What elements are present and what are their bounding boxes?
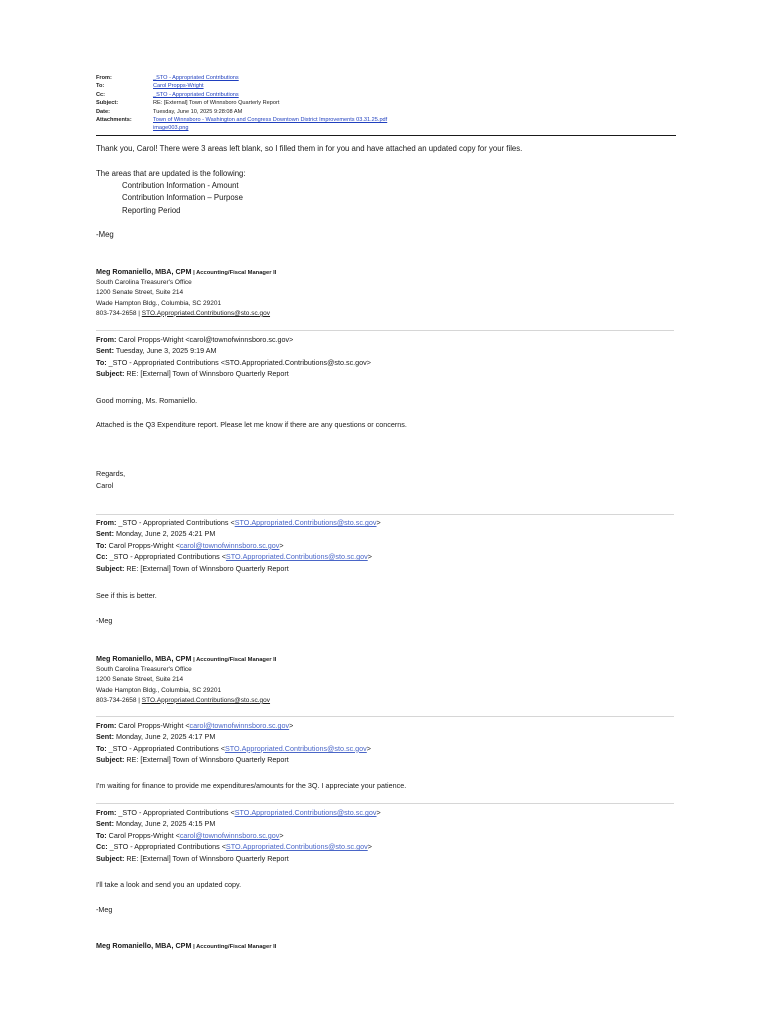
msg-cc-close: >	[367, 552, 372, 562]
body-updated-intro: The areas that are updated is the following:	[96, 169, 246, 178]
msg-to-email-link[interactable]: carol@townofwinnsboro.sc.gov	[179, 830, 280, 840]
header-attachments-row-2	[96, 124, 696, 132]
msg-sent: Monday, June 2, 2025 4:15 PM	[113, 819, 216, 829]
signature-name: Meg Romaniello, MBA, CPM	[96, 654, 192, 663]
to-label: To:	[96, 540, 107, 550]
msg-sent-row	[96, 731, 371, 742]
msg-from-email-link[interactable]: STO.Appropriated.Contributions@sto.sc.gov	[234, 808, 377, 817]
msg-from: _STO - Appropriated Contributions <	[116, 808, 235, 817]
from-label: From:	[96, 808, 117, 817]
msg-sent: Tuesday, June 3, 2025 9:19 AM	[113, 346, 217, 356]
signature-address-1: 1200 Senate Street, Suite 214	[96, 676, 184, 684]
header-attachments-label: Attachments:	[96, 116, 132, 123]
msg-from-email-link[interactable]: STO.Appropriated.Contributions@sto.sc.gov	[234, 518, 377, 527]
signature-block	[96, 941, 276, 952]
email-header	[96, 74, 696, 133]
msg-cc-close: >	[367, 842, 372, 852]
signature-org: South Carolina Treasurer's Office	[96, 279, 192, 287]
msg-to-close: >	[366, 743, 371, 753]
cc-label: Cc:	[96, 842, 108, 852]
msg-subject-row	[96, 754, 371, 765]
msg-cc-email-link[interactable]: STO.Appropriated.Contributions@sto.sc.gov	[225, 842, 368, 852]
msg-from-row	[96, 517, 381, 528]
signature-name: Meg Romaniello, MBA, CPM	[96, 267, 192, 276]
msg-from-close: >	[376, 518, 381, 527]
quoted-message-header	[96, 517, 381, 574]
signature-name-line	[96, 654, 276, 665]
subject-label: Subject:	[96, 563, 125, 573]
header-to-row	[96, 82, 696, 90]
msg-to: Carol Propps-Wright <	[106, 830, 180, 840]
sent-label: Sent:	[96, 529, 114, 539]
header-attachments-row	[96, 116, 696, 124]
header-date-value: Tuesday, June 10, 2025 9:28:08 AM	[153, 108, 243, 115]
msg-from-email-link[interactable]: carol@townofwinnsboro.sc.gov	[189, 721, 290, 730]
header-attachments-spacer	[96, 124, 153, 132]
header-date-label: Date:	[96, 108, 110, 115]
attachment-image-link[interactable]: image003.png	[153, 125, 189, 132]
msg-to: _STO - Appropriated Contributions <STO.Appropriated.Contributions@sto.sc.gov>	[106, 357, 371, 367]
msg-from: Carol Propps-Wright <	[116, 721, 190, 730]
msg-sent: Monday, June 2, 2025 4:21 PM	[113, 529, 216, 539]
signature-address-2: Wade Hampton Bldg., Columbia, SC 29201	[96, 686, 222, 694]
signature-contact-line	[96, 309, 276, 319]
msg-from-row	[96, 720, 371, 731]
signature-title: | Accounting/Fiscal Manager II	[191, 657, 277, 663]
quoted-message-header	[96, 334, 371, 380]
msg-from-close: >	[376, 808, 381, 817]
body-updated-item-period: Reporting Period	[122, 206, 181, 215]
msg-cc: _STO - Appropriated Contributions <	[107, 842, 226, 852]
msg-subject: RE: [External] Town of Winnsboro Quarterly Report	[124, 853, 289, 863]
header-from-row	[96, 74, 696, 82]
body-thanks-line: Thank you, Carol! There were 3 areas left blank, so I filled them in for you and have attached an updated copy for your files.	[96, 144, 523, 153]
msg-to: _STO - Appropriated Contributions <	[106, 743, 225, 753]
msg-to-email-link[interactable]: STO.Appropriated.Contributions@sto.sc.gov	[224, 743, 367, 753]
msg-greeting: Good morning, Ms. Romaniello.	[96, 396, 198, 405]
header-divider	[96, 135, 676, 136]
msg-subject-row	[96, 368, 371, 379]
msg-from: Carol Propps-Wright <carol@townofwinnsboro.sc.gov>	[116, 335, 294, 344]
from-label: From:	[96, 335, 117, 344]
msg-subject-row	[96, 563, 381, 574]
sent-label: Sent:	[96, 346, 114, 356]
signature-phone: 803-734-2658 |	[96, 696, 142, 704]
header-from-label: From:	[96, 75, 112, 81]
message-divider	[96, 330, 674, 331]
signature-org: South Carolina Treasurer's Office	[96, 666, 192, 674]
signature-title: | Accounting/Fiscal Manager II	[191, 944, 277, 950]
msg-cc: _STO - Appropriated Contributions <	[107, 552, 226, 562]
subject-label: Subject:	[96, 755, 125, 765]
sent-label: Sent:	[96, 732, 114, 742]
message-divider	[96, 716, 674, 717]
body-signoff: -Meg	[96, 230, 114, 239]
header-from-value[interactable]: _STO - Appropriated Contributions	[153, 75, 239, 81]
body-updated-item-purpose: Contribution Information – Purpose	[122, 193, 243, 202]
signature-address-2: Wade Hampton Bldg., Columbia, SC 29201	[96, 299, 222, 307]
msg-to-row	[96, 830, 381, 841]
quoted-message-header	[96, 720, 371, 766]
msg-signoff: -Meg	[96, 905, 113, 914]
signature-name: Meg Romaniello, MBA, CPM	[96, 941, 192, 950]
header-to-value[interactable]: Carol Propps-Wright	[153, 83, 204, 90]
msg-body: Attached is the Q3 Expenditure report. Please let me know if there are any questions or concerns.	[96, 420, 407, 429]
signature-email-link[interactable]: STO.Appropriated.Contributions@sto.sc.gov	[141, 309, 271, 317]
msg-to-row	[96, 357, 371, 368]
msg-signoff: -Meg	[96, 616, 113, 625]
msg-subject: RE: [External] Town of Winnsboro Quarterly Report	[124, 755, 289, 765]
msg-sent-row	[96, 345, 371, 356]
signature-block	[96, 267, 276, 319]
msg-cc-row	[96, 551, 381, 562]
msg-body: See if this is better.	[96, 591, 157, 600]
msg-from: _STO - Appropriated Contributions <	[116, 518, 235, 527]
attachment-pdf-link[interactable]: Town of Winnsboro - Washington and Congress Downtown District Improvements 03.31.25.pdf	[153, 116, 388, 123]
msg-closing: Regards,	[96, 469, 126, 478]
msg-to-close: >	[279, 540, 284, 550]
msg-to-close: >	[279, 830, 284, 840]
quoted-message-header	[96, 807, 381, 864]
signature-phone: 803-734-2658 |	[96, 309, 142, 317]
from-label: From:	[96, 518, 117, 527]
signature-block	[96, 654, 276, 706]
msg-sent-row	[96, 818, 381, 829]
header-cc-label: Cc:	[96, 91, 106, 98]
header-date-row	[96, 108, 696, 116]
msg-sent-row	[96, 528, 381, 539]
signature-title: | Accounting/Fiscal Manager II	[191, 270, 277, 276]
msg-from-close: >	[289, 721, 294, 730]
subject-label: Subject:	[96, 853, 125, 863]
msg-to-row	[96, 743, 371, 754]
from-label: From:	[96, 721, 117, 730]
cc-label: Cc:	[96, 552, 108, 562]
msg-body: I'm waiting for finance to provide me expenditures/amounts for the 3Q. I appreciate your patience.	[96, 781, 407, 790]
signature-name-line	[96, 941, 276, 952]
to-label: To:	[96, 830, 107, 840]
to-label: To:	[96, 743, 107, 753]
msg-to-row	[96, 540, 381, 551]
signature-email-link[interactable]: STO.Appropriated.Contributions@sto.sc.gov	[141, 696, 271, 704]
msg-subject: RE: [External] Town of Winnsboro Quarterly Report	[124, 369, 289, 379]
msg-from-row	[96, 807, 381, 818]
subject-label: Subject:	[96, 369, 125, 379]
body-updated-item-amount: Contribution Information - Amount	[122, 181, 239, 190]
signature-contact-line	[96, 696, 276, 706]
msg-from-row	[96, 334, 371, 345]
sent-label: Sent:	[96, 819, 114, 829]
header-subject-row	[96, 99, 696, 107]
msg-sent: Monday, June 2, 2025 4:17 PM	[113, 732, 216, 742]
header-subject-label: Subject:	[96, 100, 119, 107]
header-cc-row	[96, 91, 696, 99]
msg-cc-row	[96, 841, 381, 852]
signature-address-1: 1200 Senate Street, Suite 214	[96, 289, 184, 297]
msg-subject-row	[96, 853, 381, 864]
to-label: To:	[96, 357, 107, 367]
header-subject-value: RE: [External] Town of Winnsboro Quarterly Report	[153, 100, 280, 107]
msg-to-email-link[interactable]: carol@townofwinnsboro.sc.gov	[179, 540, 280, 550]
header-cc-value[interactable]: _STO - Appropriated Contributions	[153, 91, 239, 98]
signature-name-line	[96, 267, 276, 278]
message-divider	[96, 514, 674, 515]
msg-cc-email-link[interactable]: STO.Appropriated.Contributions@sto.sc.gov	[225, 552, 368, 562]
message-divider	[96, 803, 674, 804]
msg-body: I'll take a look and send you an updated copy.	[96, 880, 242, 889]
msg-sender-name: Carol	[96, 481, 114, 490]
header-to-label: To:	[96, 83, 105, 90]
msg-to: Carol Propps-Wright <	[106, 540, 180, 550]
msg-subject: RE: [External] Town of Winnsboro Quarterly Report	[124, 563, 289, 573]
